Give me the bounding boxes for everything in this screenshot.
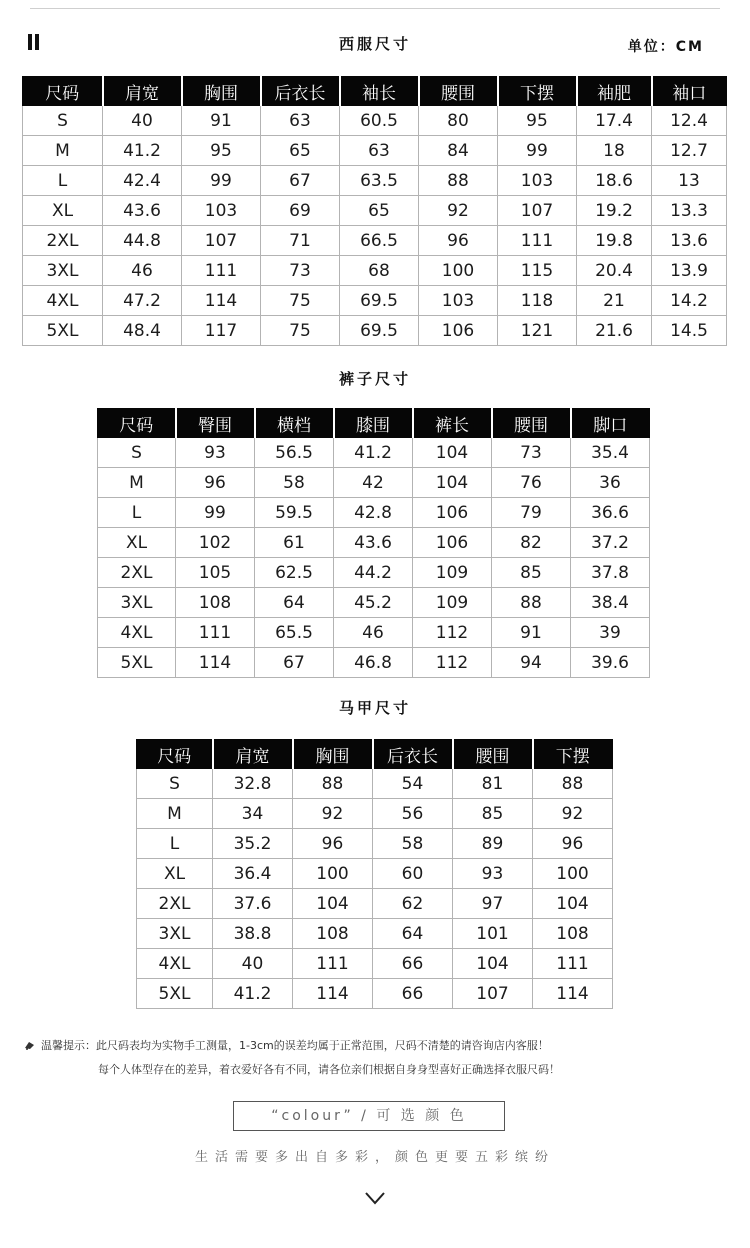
measurement-cell: 111 bbox=[293, 949, 373, 979]
measurement-cell: 100 bbox=[293, 859, 373, 889]
vest-size-table bbox=[136, 739, 613, 1009]
column-header: 尺码 bbox=[98, 409, 176, 438]
measurement-cell: 92 bbox=[293, 799, 373, 829]
measurement-cell: 93 bbox=[176, 438, 255, 468]
size-cell: 5XL bbox=[23, 316, 103, 346]
measurement-cell: 12.4 bbox=[652, 106, 727, 136]
measurement-cell: 71 bbox=[261, 226, 340, 256]
measurement-cell: 63.5 bbox=[340, 166, 419, 196]
table-row bbox=[98, 528, 650, 558]
measurement-cell: 20.4 bbox=[577, 256, 652, 286]
measurement-cell: 117 bbox=[182, 316, 261, 346]
measurement-cell: 115 bbox=[498, 256, 577, 286]
size-cell: M bbox=[137, 799, 213, 829]
table-row bbox=[137, 919, 613, 949]
table-row bbox=[137, 979, 613, 1009]
pants-size-table bbox=[97, 408, 650, 678]
measurement-cell: 103 bbox=[182, 196, 261, 226]
measurement-cell: 103 bbox=[498, 166, 577, 196]
table-row bbox=[98, 498, 650, 528]
measurement-cell: 60 bbox=[373, 859, 453, 889]
measurement-cell: 14.5 bbox=[652, 316, 727, 346]
measurement-cell: 100 bbox=[419, 256, 498, 286]
measurement-cell: 46 bbox=[103, 256, 182, 286]
bell-icon bbox=[24, 1041, 35, 1050]
measurement-cell: 21 bbox=[577, 286, 652, 316]
size-cell: 3XL bbox=[137, 919, 213, 949]
column-header: 袖长 bbox=[340, 77, 419, 106]
column-header: 横档 bbox=[255, 409, 334, 438]
measurement-cell: 37.8 bbox=[571, 558, 650, 588]
measurement-cell: 91 bbox=[492, 618, 571, 648]
measurement-cell: 36 bbox=[571, 468, 650, 498]
measurement-cell: 47.2 bbox=[103, 286, 182, 316]
measurement-cell: 69.5 bbox=[340, 316, 419, 346]
measurement-cell: 97 bbox=[453, 889, 533, 919]
measurement-cell: 67 bbox=[261, 166, 340, 196]
measurement-cell: 76 bbox=[492, 468, 571, 498]
measurement-cell: 12.7 bbox=[652, 136, 727, 166]
measurement-cell: 66 bbox=[373, 979, 453, 1009]
measurement-cell: 106 bbox=[413, 528, 492, 558]
measurement-cell: 108 bbox=[176, 588, 255, 618]
measurement-cell: 106 bbox=[419, 316, 498, 346]
table-row bbox=[137, 889, 613, 919]
table-row bbox=[98, 588, 650, 618]
size-cell: XL bbox=[137, 859, 213, 889]
measurement-cell: 107 bbox=[498, 196, 577, 226]
measurement-cell: 92 bbox=[533, 799, 613, 829]
measurement-cell: 64 bbox=[255, 588, 334, 618]
column-header: 臀围 bbox=[176, 409, 255, 438]
table-row bbox=[23, 166, 727, 196]
column-header: 下摆 bbox=[498, 77, 577, 106]
measurement-cell: 19.8 bbox=[577, 226, 652, 256]
size-cell: L bbox=[137, 829, 213, 859]
table-row bbox=[23, 106, 727, 136]
size-cell: M bbox=[98, 468, 176, 498]
column-header: 裤长 bbox=[413, 409, 492, 438]
column-header: 腰围 bbox=[453, 740, 533, 769]
size-cell: 3XL bbox=[98, 588, 176, 618]
measurement-cell: 104 bbox=[453, 949, 533, 979]
table-row bbox=[23, 196, 727, 226]
measurement-cell: 112 bbox=[413, 648, 492, 678]
measurement-cell: 39.6 bbox=[571, 648, 650, 678]
measurement-cell: 14.2 bbox=[652, 286, 727, 316]
measurement-cell: 73 bbox=[261, 256, 340, 286]
measurement-cell: 17.4 bbox=[577, 106, 652, 136]
measurement-cell: 58 bbox=[373, 829, 453, 859]
measurement-cell: 42.4 bbox=[103, 166, 182, 196]
measurement-cell: 104 bbox=[533, 889, 613, 919]
tips-line-2: 每个人体型存在的差异，着衣爱好各有不同，请各位亲们根据自身身型喜好正确选择衣服尺码！ bbox=[98, 1063, 560, 1076]
measurement-cell: 88 bbox=[492, 588, 571, 618]
measurement-cell: 82 bbox=[492, 528, 571, 558]
measurement-cell: 85 bbox=[453, 799, 533, 829]
measurement-cell: 96 bbox=[176, 468, 255, 498]
table-header-row bbox=[98, 409, 650, 438]
measurement-cell: 43.6 bbox=[103, 196, 182, 226]
measurement-cell: 101 bbox=[453, 919, 533, 949]
measurement-cell: 64 bbox=[373, 919, 453, 949]
measurement-cell: 80 bbox=[419, 106, 498, 136]
column-header: 尺码 bbox=[23, 77, 103, 106]
measurement-cell: 60.5 bbox=[340, 106, 419, 136]
size-cell: S bbox=[98, 438, 176, 468]
measurement-cell: 112 bbox=[413, 618, 492, 648]
vest-section-title: 马甲尺寸 bbox=[338, 699, 411, 717]
measurement-cell: 111 bbox=[533, 949, 613, 979]
measurement-cell: 73 bbox=[492, 438, 571, 468]
measurement-cell: 39 bbox=[571, 618, 650, 648]
measurement-cell: 107 bbox=[182, 226, 261, 256]
colour-options-label: “colour” / 可 选 颜 色 bbox=[233, 1101, 505, 1131]
measurement-cell: 13.3 bbox=[652, 196, 727, 226]
table-row bbox=[23, 286, 727, 316]
measurement-cell: 106 bbox=[413, 498, 492, 528]
measurement-cell: 111 bbox=[498, 226, 577, 256]
measurement-cell: 104 bbox=[413, 468, 492, 498]
measurement-cell: 40 bbox=[213, 949, 293, 979]
column-header: 袖口 bbox=[652, 77, 727, 106]
size-cell: 4XL bbox=[23, 286, 103, 316]
slogan-text: 生活需要多出自多彩，颜色更要五彩缤纷 bbox=[194, 1150, 555, 1165]
measurement-cell: 35.2 bbox=[213, 829, 293, 859]
measurement-cell: 36.4 bbox=[213, 859, 293, 889]
column-header: 后衣长 bbox=[261, 77, 340, 106]
measurement-cell: 99 bbox=[182, 166, 261, 196]
column-header: 胸围 bbox=[182, 77, 261, 106]
measurement-cell: 104 bbox=[293, 889, 373, 919]
measurement-cell: 108 bbox=[533, 919, 613, 949]
measurement-cell: 114 bbox=[293, 979, 373, 1009]
measurement-cell: 91 bbox=[182, 106, 261, 136]
measurement-cell: 42.8 bbox=[334, 498, 413, 528]
measurement-cell: 43.6 bbox=[334, 528, 413, 558]
table-row bbox=[137, 799, 613, 829]
table-row bbox=[23, 256, 727, 286]
measurement-cell: 21.6 bbox=[577, 316, 652, 346]
measurement-cell: 88 bbox=[419, 166, 498, 196]
column-header: 后衣长 bbox=[373, 740, 453, 769]
measurement-cell: 67 bbox=[255, 648, 334, 678]
measurement-cell: 111 bbox=[182, 256, 261, 286]
measurement-cell: 121 bbox=[498, 316, 577, 346]
table-row bbox=[98, 438, 650, 468]
measurement-cell: 58 bbox=[255, 468, 334, 498]
column-header: 腰围 bbox=[492, 409, 571, 438]
size-cell: M bbox=[23, 136, 103, 166]
table-row bbox=[137, 769, 613, 799]
measurement-cell: 42 bbox=[334, 468, 413, 498]
measurement-cell: 69 bbox=[261, 196, 340, 226]
table-row bbox=[98, 558, 650, 588]
measurement-cell: 13 bbox=[652, 166, 727, 196]
unit-label: 单位：CM bbox=[627, 39, 704, 55]
measurement-cell: 99 bbox=[176, 498, 255, 528]
table-header-row bbox=[137, 740, 613, 769]
size-cell: 5XL bbox=[98, 648, 176, 678]
measurement-cell: 96 bbox=[419, 226, 498, 256]
measurement-cell: 44.8 bbox=[103, 226, 182, 256]
measurement-cell: 63 bbox=[340, 136, 419, 166]
measurement-cell: 96 bbox=[293, 829, 373, 859]
measurement-cell: 38.4 bbox=[571, 588, 650, 618]
table-row bbox=[137, 859, 613, 889]
measurement-cell: 107 bbox=[453, 979, 533, 1009]
measurement-cell: 46.8 bbox=[334, 648, 413, 678]
measurement-cell: 99 bbox=[498, 136, 577, 166]
measurement-cell: 62 bbox=[373, 889, 453, 919]
measurement-cell: 13.9 bbox=[652, 256, 727, 286]
measurement-cell: 85 bbox=[492, 558, 571, 588]
measurement-cell: 45.2 bbox=[334, 588, 413, 618]
measurement-cell: 46 bbox=[334, 618, 413, 648]
measurement-cell: 68 bbox=[340, 256, 419, 286]
size-cell: 2XL bbox=[137, 889, 213, 919]
measurement-cell: 54 bbox=[373, 769, 453, 799]
measurement-cell: 48.4 bbox=[103, 316, 182, 346]
measurement-cell: 84 bbox=[419, 136, 498, 166]
measurement-cell: 118 bbox=[498, 286, 577, 316]
table-row bbox=[23, 226, 727, 256]
measurement-cell: 102 bbox=[176, 528, 255, 558]
measurement-cell: 37.2 bbox=[571, 528, 650, 558]
measurement-cell: 103 bbox=[419, 286, 498, 316]
suit-section-title: 西服尺寸 bbox=[338, 35, 411, 53]
measurement-cell: 38.8 bbox=[213, 919, 293, 949]
measurement-cell: 94 bbox=[492, 648, 571, 678]
table-header-row bbox=[23, 77, 727, 106]
measurement-cell: 37.6 bbox=[213, 889, 293, 919]
measurement-cell: 34 bbox=[213, 799, 293, 829]
measurement-cell: 114 bbox=[182, 286, 261, 316]
measurement-cell: 62.5 bbox=[255, 558, 334, 588]
measurement-cell: 100 bbox=[533, 859, 613, 889]
table-row bbox=[137, 949, 613, 979]
measurement-cell: 66 bbox=[373, 949, 453, 979]
size-cell: 4XL bbox=[137, 949, 213, 979]
measurement-cell: 104 bbox=[413, 438, 492, 468]
table-row bbox=[98, 468, 650, 498]
top-divider bbox=[30, 8, 720, 9]
column-header: 袖肥 bbox=[577, 77, 652, 106]
size-cell: 2XL bbox=[98, 558, 176, 588]
measurement-cell: 109 bbox=[413, 558, 492, 588]
pants-section-title: 裤子尺寸 bbox=[338, 370, 411, 388]
measurement-cell: 65.5 bbox=[255, 618, 334, 648]
measurement-cell: 41.2 bbox=[103, 136, 182, 166]
size-cell: XL bbox=[23, 196, 103, 226]
measurement-cell: 56 bbox=[373, 799, 453, 829]
column-header: 肩宽 bbox=[213, 740, 293, 769]
measurement-cell: 63 bbox=[261, 106, 340, 136]
measurement-cell: 61 bbox=[255, 528, 334, 558]
measurement-cell: 93 bbox=[453, 859, 533, 889]
column-header: 尺码 bbox=[137, 740, 213, 769]
measurement-cell: 41.2 bbox=[213, 979, 293, 1009]
measurement-cell: 18 bbox=[577, 136, 652, 166]
size-cell: 2XL bbox=[23, 226, 103, 256]
column-header: 胸围 bbox=[293, 740, 373, 769]
measurement-cell: 105 bbox=[176, 558, 255, 588]
measurement-cell: 44.2 bbox=[334, 558, 413, 588]
table-row bbox=[98, 648, 650, 678]
measurement-cell: 66.5 bbox=[340, 226, 419, 256]
measurement-cell: 96 bbox=[533, 829, 613, 859]
measurement-cell: 59.5 bbox=[255, 498, 334, 528]
size-cell: L bbox=[23, 166, 103, 196]
tips-line-1 bbox=[24, 1037, 549, 1053]
measurement-cell: 41.2 bbox=[334, 438, 413, 468]
measurement-cell: 40 bbox=[103, 106, 182, 136]
table-row bbox=[23, 316, 727, 346]
measurement-cell: 36.6 bbox=[571, 498, 650, 528]
size-cell: 4XL bbox=[98, 618, 176, 648]
measurement-cell: 114 bbox=[533, 979, 613, 1009]
measurement-cell: 65 bbox=[340, 196, 419, 226]
measurement-cell: 56.5 bbox=[255, 438, 334, 468]
measurement-cell: 88 bbox=[533, 769, 613, 799]
measurement-cell: 95 bbox=[498, 106, 577, 136]
measurement-cell: 89 bbox=[453, 829, 533, 859]
measurement-cell: 13.6 bbox=[652, 226, 727, 256]
chevron-down-icon bbox=[364, 1190, 386, 1206]
measurement-cell: 75 bbox=[261, 316, 340, 346]
size-cell: S bbox=[23, 106, 103, 136]
measurement-cell: 92 bbox=[419, 196, 498, 226]
measurement-cell: 32.8 bbox=[213, 769, 293, 799]
measurement-cell: 19.2 bbox=[577, 196, 652, 226]
measurement-cell: 95 bbox=[182, 136, 261, 166]
table-row bbox=[98, 618, 650, 648]
tips-text-1: 温馨提示：此尺码表均为实物手工测量，1-3cm的误差均属于正常范围，尺码不清楚的请咨询店内客服！ bbox=[41, 1039, 549, 1052]
measurement-cell: 69.5 bbox=[340, 286, 419, 316]
measurement-cell: 81 bbox=[453, 769, 533, 799]
column-header: 膝围 bbox=[334, 409, 413, 438]
size-cell: S bbox=[137, 769, 213, 799]
column-header: 下摆 bbox=[533, 740, 613, 769]
measurement-cell: 111 bbox=[176, 618, 255, 648]
measurement-cell: 114 bbox=[176, 648, 255, 678]
size-cell: 3XL bbox=[23, 256, 103, 286]
measurement-cell: 75 bbox=[261, 286, 340, 316]
column-header: 肩宽 bbox=[103, 77, 182, 106]
measurement-cell: 109 bbox=[413, 588, 492, 618]
measurement-cell: 108 bbox=[293, 919, 373, 949]
suit-size-table bbox=[22, 76, 727, 346]
measurement-cell: 35.4 bbox=[571, 438, 650, 468]
measurement-cell: 18.6 bbox=[577, 166, 652, 196]
measurement-cell: 79 bbox=[492, 498, 571, 528]
table-row bbox=[137, 829, 613, 859]
column-header: 腰围 bbox=[419, 77, 498, 106]
measurement-cell: 65 bbox=[261, 136, 340, 166]
measurement-cell: 88 bbox=[293, 769, 373, 799]
size-cell: L bbox=[98, 498, 176, 528]
column-header: 脚口 bbox=[571, 409, 650, 438]
table-row bbox=[23, 136, 727, 166]
size-cell: XL bbox=[98, 528, 176, 558]
size-cell: 5XL bbox=[137, 979, 213, 1009]
